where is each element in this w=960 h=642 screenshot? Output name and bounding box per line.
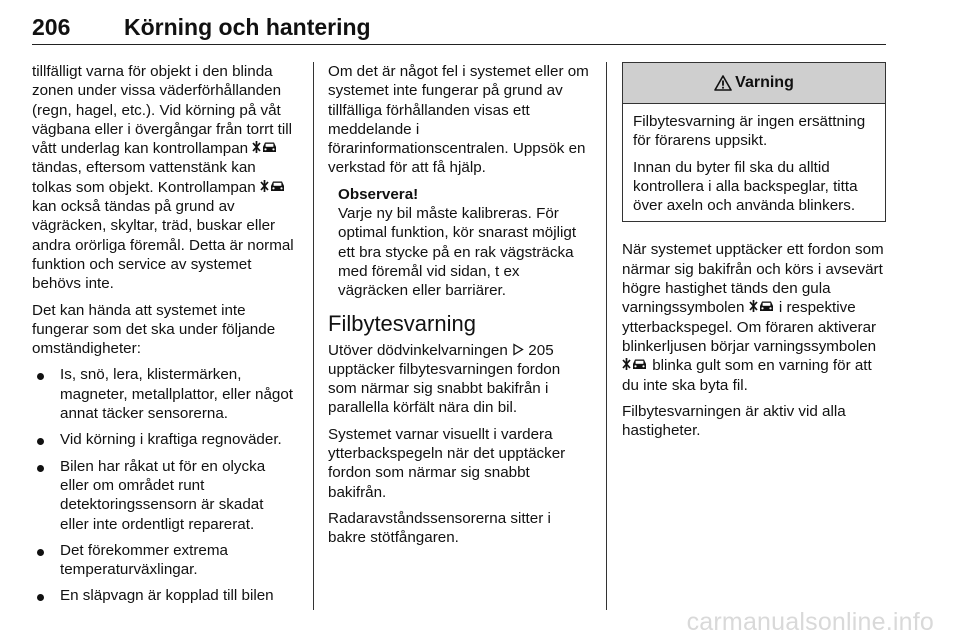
page-reference-triangle-icon [512, 343, 524, 356]
page-reference-link[interactable]: 205 [528, 341, 554, 359]
note-box [338, 185, 592, 301]
warning-paragraph: Filbytesvarning är ingen ersättning för förarens uppsikt. [633, 113, 866, 150]
note-body: Varje ny bil måste kalibreras. För optimal funktion, kör snarast möjligt ett bra stycke på en rak vägsträcka med föremål vid sidan, t ex vägräcken eller barriärer. [338, 205, 577, 300]
paragraph: När systemet upptäcker ett fordon som närmar sig bakifrån och körs i avsevärt högre hastighet tänds den gula varningssymbolen i respektive ytterbackspegel. Om föraren aktiverar blinkerljusen börjar varningssymbolen blinka gult som en varning för att du inte ska byta fil. [622, 241, 884, 394]
paragraph: Om det är något fel i systemet eller om systemet inte fungerar på grund av tillfälliga förhållanden visas ett meddelande i förarinformationscentralen. Uppsök en verkstad för att få hjälp. [328, 63, 589, 177]
bullet-icon [37, 373, 44, 380]
list-item: En släpvagn är kopplad till bilen [32, 586, 296, 605]
blind-spot-car-icon [749, 299, 775, 313]
column-3 [622, 62, 886, 447]
list-item: Is, snö, lera, klistermärken, magneter, metallplattor, eller något annat täcker sensorerna. [32, 365, 296, 423]
paragraph: Det kan hända att systemet inte fungerar som det ska under följande omständigheter: [32, 301, 276, 358]
bullet-icon [37, 438, 44, 445]
paragraph: Systemet varnar visuellt i vardera ytterbackspegeln när det upptäcker fordon som närmar sig snabbt bakifrån. [328, 425, 566, 501]
column-divider-2 [606, 62, 607, 610]
warning-box [622, 62, 886, 222]
page-header [32, 8, 886, 45]
note-title: Observera! [338, 185, 419, 203]
warning-triangle-icon [714, 75, 732, 91]
warning-title: Varning [735, 74, 794, 92]
section-heading: Filbytesvarning [328, 310, 476, 336]
paragraph: Utöver dödvinkelvarningen 205 upptäcker filbytesvarningen fordon som närmar sig snabbt bakifrån i parallella körfält nära din bil. [328, 341, 561, 417]
bullet-icon [37, 594, 44, 601]
warning-body [623, 104, 885, 221]
watermark: carmanualsonline.info [686, 608, 934, 636]
list-item: Vid körning i kraftiga regnoväder. [32, 430, 296, 449]
list-item: Bilen har råkat ut för en olycka eller om området runt detektoringssensorn är skadat eller inte ordentligt reparerat. [32, 457, 296, 534]
column-divider-1 [313, 62, 314, 610]
list-item: Det förekommer extrema temperaturväxlingar. [32, 541, 296, 580]
warning-paragraph: Innan du byter fil ska du alltid kontrollera i alla backspeglar, titta över axeln och använda blinkers. [633, 158, 858, 215]
blind-spot-car-icon [252, 140, 278, 154]
paragraph: Filbytesvarningen är aktiv vid alla hastigheter. [622, 402, 846, 440]
bullet-icon [37, 465, 44, 472]
warning-header [623, 63, 885, 104]
paragraph: tillfälligt varna för objekt i den blinda zonen under vissa väderförhållanden (regn, hagel, etc.). Vid körning på våt vägbana eller i övergångar från torrt till vått underlag kan kontrollampan tändas, eftersom vattenstänk kan tolkas som objekt. Kontrollampan kan också tändas på grund av vägräcken, skyltar, träd, buskar eller andra orörliga föremål. Detta är normal funktion och service av systemet behövs inte. [32, 63, 294, 293]
bullet-list [32, 365, 296, 605]
paragraph: Radaravståndssensorerna sitter i bakre stötfångaren. [328, 509, 551, 547]
blind-spot-car-icon [260, 179, 286, 193]
column-1 [32, 62, 296, 613]
column-2 [328, 62, 592, 555]
page-title: Körning och hantering [124, 14, 371, 40]
blind-spot-car-icon [622, 357, 648, 371]
page-number: 206 [32, 14, 71, 40]
bullet-icon [37, 549, 44, 556]
